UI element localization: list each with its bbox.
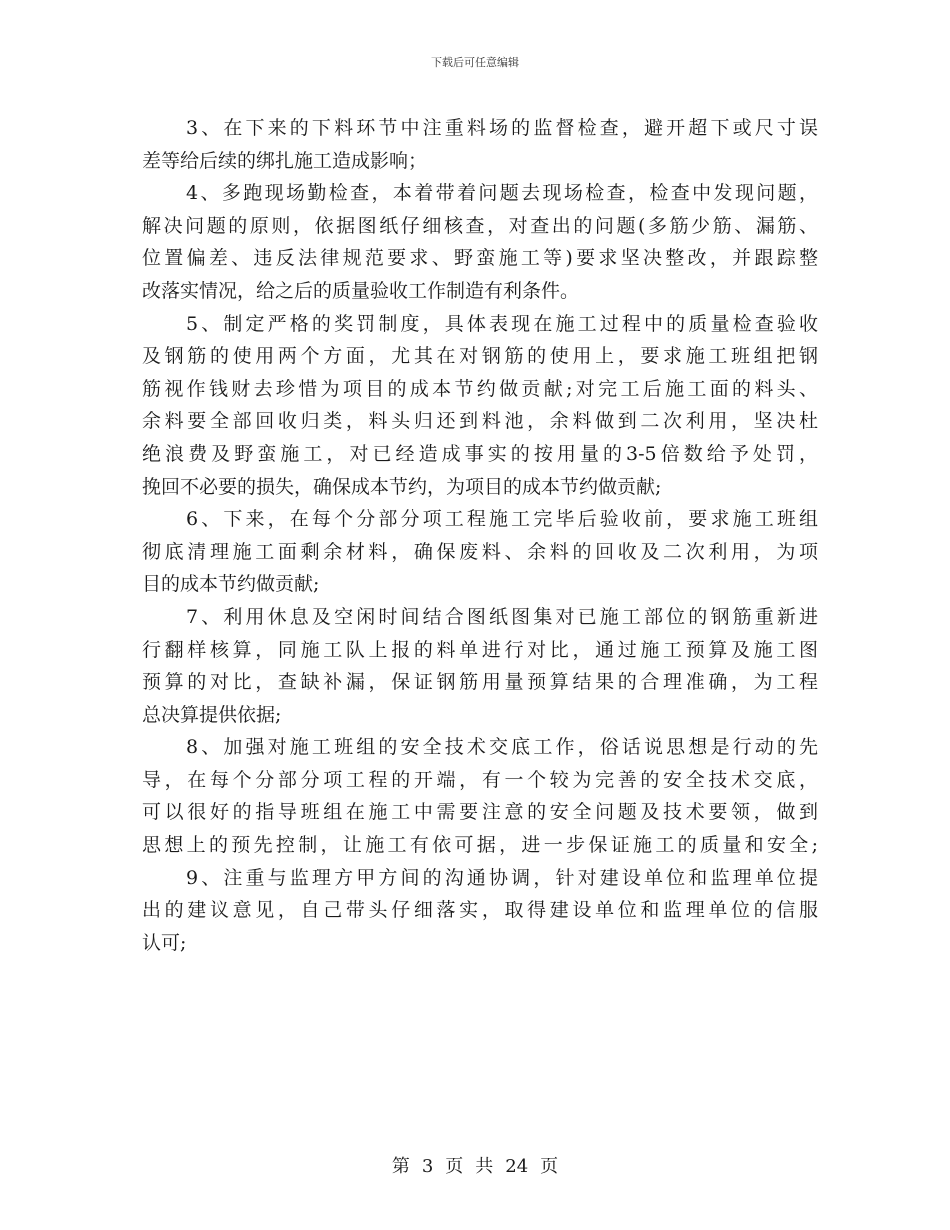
text-line: 挽回不必要的损失，确保成本节约，为项目的成本节约做贡献; [142, 475, 662, 498]
text-line: 绝浪费及野蛮施工，对已经造成事实的按用量的3-5倍数给予处罚， [142, 442, 818, 465]
page-footer [0, 1152, 950, 1178]
text-line: 改落实情况，给之后的质量验收工作制造有利条件。 [142, 279, 580, 302]
footer-prefix: 第 [391, 1156, 410, 1177]
paragraph-3 [142, 112, 818, 177]
footer-middle: 页 [445, 1156, 464, 1177]
text-line: 余料要全部回收归类，料头归还到料池，余料做到二次利用，坚决杜 [142, 410, 818, 433]
current-page-number: 3 [421, 1156, 434, 1177]
text-line: 思想上的预先控制，让施工有依可据，进一步保证施工的质量和安全; [142, 834, 818, 857]
paragraph-9 [142, 862, 818, 960]
text-line: 差等给后续的绑扎施工造成影响； [142, 149, 428, 172]
paragraph-7 [142, 601, 818, 731]
footer-total-prefix: 共 [475, 1156, 494, 1177]
footer-suffix: 页 [540, 1156, 559, 1177]
text-line: 7、利用休息及空闲时间结合图纸图集对已施工部位的钢筋重新进 [186, 605, 818, 628]
text-line: 行翻样核算，同施工队上报的料单进行对比，通过施工预算及施工图 [142, 638, 818, 661]
total-page-count: 24 [505, 1156, 529, 1177]
text-line: 认可; [142, 931, 187, 954]
paragraph-5 [142, 308, 818, 504]
text-line: 筋视作钱财去珍惜为项目的成本节约做贡献;对完工后施工面的料头、 [142, 377, 818, 400]
page-header: 下载后可任意编辑 [431, 56, 519, 69]
text-line: 出的建议意见，自己带头仔细落实，取得建设单位和监理单位的信服 [142, 899, 818, 922]
document-body [142, 112, 818, 959]
text-line: 5、制定严格的奖罚制度，具体表现在施工过程中的质量检查验收 [186, 312, 818, 335]
paragraph-8 [142, 731, 818, 861]
text-line: 导，在每个分部分项工程的开端，有一个较为完善的安全技术交底， [142, 768, 818, 791]
text-line: 及钢筋的使用两个方面，尤其在对钢筋的使用上，要求施工班组把钢 [142, 345, 818, 368]
paragraph-4 [142, 177, 818, 307]
paragraph-6 [142, 503, 818, 601]
text-line: 3、在下来的下料环节中注重料场的监督检查，避开超下或尺寸误 [186, 117, 818, 139]
text-line: 解决问题的原则，依据图纸仔细核查，对查出的问题(多筋少筋、漏筋、 [142, 214, 818, 237]
text-line: 总决算提供依据; [142, 703, 282, 726]
text-line: 预算的对比，查缺补漏，保证钢筋用量预算结果的合理准确，为工程 [142, 671, 818, 694]
text-line: 6、下来，在每个分部分项工程施工完毕后验收前，要求施工班组 [186, 508, 818, 531]
text-line: 位置偏差、违反法律规范要求、野蛮施工等)要求坚决整改，并跟踪整 [142, 247, 818, 270]
text-line: 8、加强对施工班组的安全技术交底工作，俗话说思想是行动的先 [186, 736, 818, 759]
text-line: 可以很好的指导班组在施工中需要注意的安全问题及技术要领，做到 [142, 801, 818, 824]
text-line: 目的成本节约做贡献; [142, 573, 320, 596]
text-line: 4、多跑现场勤检查，本着带着问题去现场检查，检查中发现问题， [186, 182, 818, 205]
text-line: 彻底清理施工面剩余材料，确保废料、余料的回收及二次利用，为项 [142, 540, 818, 563]
text-line: 9、注重与监理方甲方间的沟通协调，针对建设单位和监理单位提 [186, 866, 818, 889]
